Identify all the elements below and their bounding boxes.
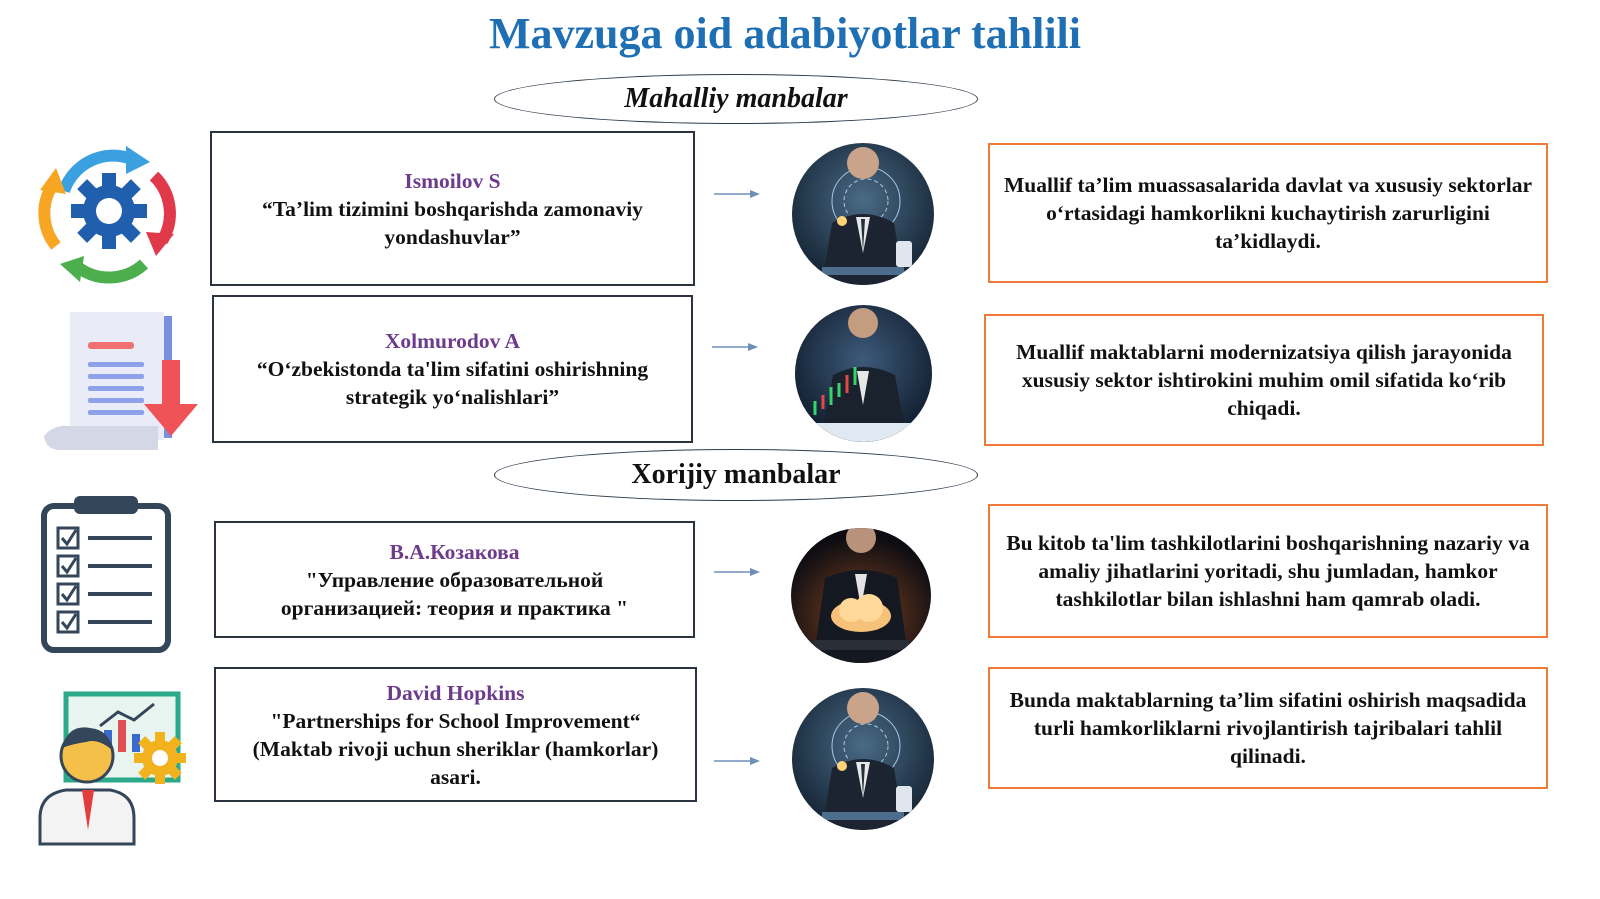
description-box-4: Bunda maktablarning ta’lim sifatini oshirish maqsadida turli hamkorliklarni rivojlantirish tajribalari tahlil qilinadi. xyxy=(988,667,1548,789)
arrow-right-icon xyxy=(714,566,760,578)
source-box-4 xyxy=(214,667,697,802)
stock-chart-photo xyxy=(795,305,932,442)
manager-analytics-icon xyxy=(38,690,194,846)
arrow-right-icon xyxy=(714,188,760,200)
cloud-technology-photo xyxy=(791,528,931,663)
description-box-2: Muallif maktablarni modernizatsiya qilish jarayonida xususiy sektor ishtirokini muhim omil sifatida ko‘rib chiqadi. xyxy=(984,314,1544,446)
arrow-right-icon xyxy=(712,341,758,353)
business-tech-photo xyxy=(792,143,934,285)
arrow-right-icon xyxy=(714,755,760,767)
source-author: Xolmurodov A xyxy=(384,329,521,353)
section-label-foreign: Xorijiy manbalar xyxy=(494,449,978,501)
source-box-2 xyxy=(212,295,693,443)
source-box-1 xyxy=(210,131,695,286)
source-author: Ismoilov S xyxy=(404,168,501,193)
source-box-3 xyxy=(214,521,695,638)
page-title: Mavzuga oid adabiyotlar tahlili xyxy=(488,9,1082,58)
source-title: “O‘zbekistonda ta'lim sifatini oshirishning strategik yo‘nalishlari” xyxy=(256,357,649,409)
source-title: "Управление образовательной организацией: теория и практика " xyxy=(280,567,629,620)
document-download-icon xyxy=(40,308,200,456)
description-box-1: Muallif ta’lim muassasalarida davlat va xususiy sektorlar o‘rtasidagi hamkorlikni kuchaytirish zarurligini ta’kidlaydi. xyxy=(988,143,1548,283)
source-author: David Hopkins xyxy=(386,680,525,705)
checklist-clipboard-icon xyxy=(40,496,172,656)
source-title: “Ta’lim tizimini boshqarishda zamonaviy yondashuvlar” xyxy=(262,196,643,249)
source-title: "Partnerships for School Improvement“ (Maktab rivoji uchun sheriklar (hamkorlar) asari. xyxy=(252,708,659,789)
cycle-gear-icon xyxy=(34,136,184,286)
source-author: В.А.Козакова xyxy=(389,539,520,564)
business-tech-photo xyxy=(792,688,934,830)
description-box-3: Bu kitob ta'lim tashkilotlarini boshqarishning nazariy va amaliy jihatlarini yoritadi, shu jumladan, hamkor tashkilotlar bilan ishlashni ham qamrab oladi. xyxy=(988,504,1548,638)
section-label-local: Mahalliy manbalar xyxy=(494,74,978,124)
